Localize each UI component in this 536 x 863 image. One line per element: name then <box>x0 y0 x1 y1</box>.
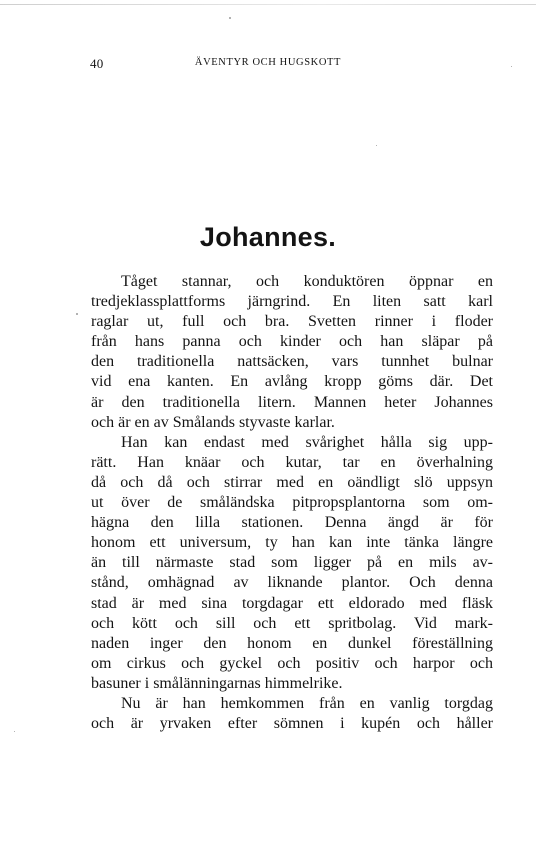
text-line: ut över de småländska pitpropsplantorna som om- <box>91 494 493 512</box>
body-text <box>91 272 493 734</box>
text-line: och är yrvaken efter sömnen i kupén och håller <box>91 715 493 733</box>
running-header: ÄVENTYR OCH HUGSKOTT <box>194 57 342 68</box>
scan-speck <box>511 66 512 67</box>
text-line: rätt. Han knäar och kutar, tar en överhalning <box>91 453 493 471</box>
text-line: än till närmaste stad som ligger på en mils av- <box>91 554 493 572</box>
text-line: från hans panna och kinder och han släpar på <box>91 333 493 351</box>
text-line: och är en av Smålands styvaste karlar. <box>91 413 335 431</box>
text-line: vid ena kanten. En avlång kropp göms där. Det <box>91 373 493 391</box>
text-line: Nu är han hemkommen från en vanlig torgdag <box>121 694 493 712</box>
page-number: 40 <box>90 56 104 71</box>
scan-speck <box>14 731 15 732</box>
scan-speck <box>76 313 78 315</box>
text-line: och kött och sill och ett spritbolag. Vid mark- <box>91 614 493 632</box>
page-top-edge <box>0 4 536 5</box>
text-line: honom ett universum, ty han kan inte tänka längre <box>91 534 493 552</box>
text-line: stånd, omhägnad av liknande plantor. Och denna <box>91 574 493 592</box>
text-line: naden inger den honom en dunkel föreställning <box>91 634 493 652</box>
text-line: om cirkus och gyckel och positiv och harpor och <box>91 654 493 672</box>
text-line: Tåget stannar, och konduktören öppnar en <box>121 273 493 290</box>
scan-speck <box>376 145 377 146</box>
text-line: den traditionella nattsäcken, vars tunnhet bulnar <box>91 353 493 371</box>
text-line: Han kan endast med svårighet hålla sig upp- <box>121 433 493 451</box>
chapter-title: Johannes. <box>199 222 337 252</box>
text-line: hägna den lilla stationen. Denna ängd är för <box>91 514 493 532</box>
text-line: stad är med sina torgdagar ett eldorado med fläsk <box>91 594 493 612</box>
text-line: basuner i smålänningarnas himmelrike. <box>91 674 343 692</box>
text-line: tredjeklassplattforms järngrind. En liten satt karl <box>91 293 493 311</box>
scan-speck <box>229 17 231 19</box>
text-line: är den traditionella litern. Mannen heter Johannes <box>91 393 493 411</box>
text-line: då och då och stirrar med en oändligt slö uppsyn <box>91 473 493 491</box>
text-line: raglar ut, full och bra. Svetten rinner i floder <box>91 313 493 331</box>
